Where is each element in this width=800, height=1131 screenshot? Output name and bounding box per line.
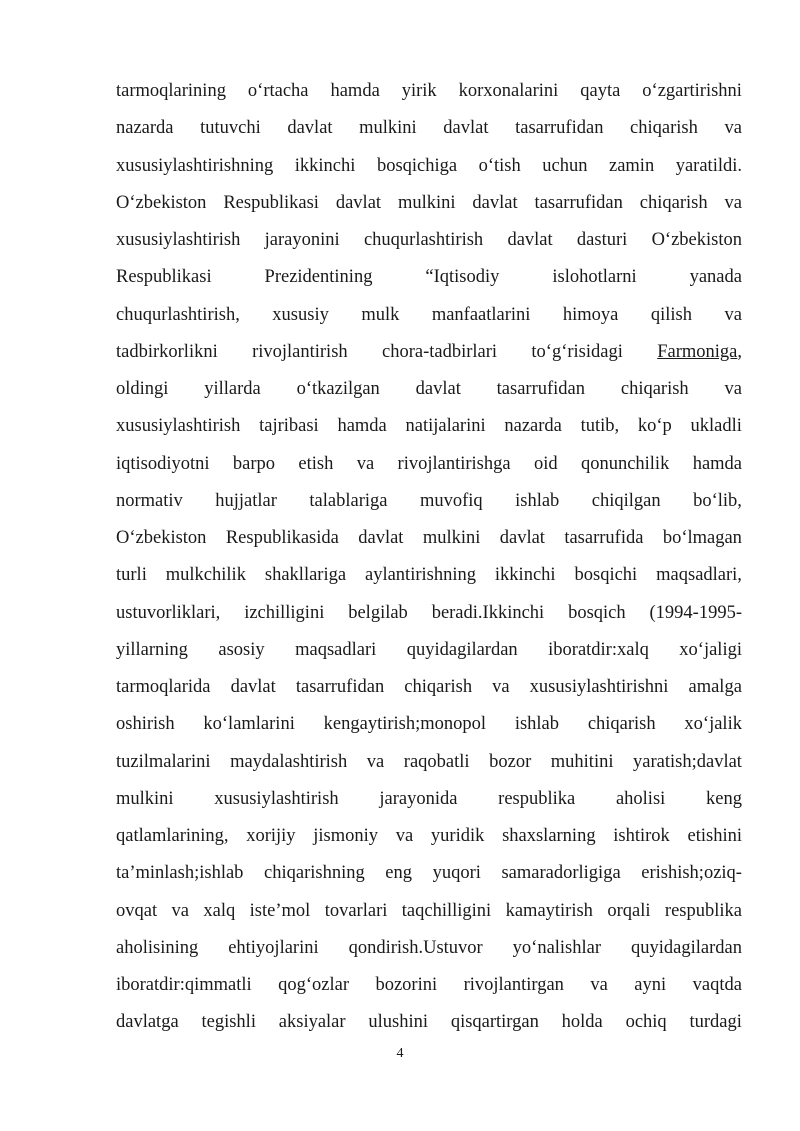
text-word: aylantirishning xyxy=(365,565,476,586)
text-line xyxy=(116,669,742,706)
text-word: rivojlantirishga xyxy=(397,453,511,474)
text-word: bozor xyxy=(489,751,532,772)
text-word: qilish xyxy=(650,304,692,325)
text-word: bozorini xyxy=(375,975,438,995)
text-word: ikkinchi xyxy=(294,155,356,176)
text-line xyxy=(116,855,742,892)
text-line xyxy=(116,371,742,408)
text-line xyxy=(116,781,742,818)
text-word: chiqilgan xyxy=(591,490,661,511)
text-word: ishlab xyxy=(514,714,560,735)
text-word: chiqarish xyxy=(404,677,473,697)
text-word: to‘g‘risidagi xyxy=(531,341,623,362)
text-word: maqsadlari, xyxy=(656,565,742,586)
text-word: ta’minlash;ishlab xyxy=(116,863,244,884)
text-word: mulkini xyxy=(397,192,456,213)
text-word: talablariga xyxy=(309,490,388,511)
text-word: xo‘jaligi xyxy=(679,639,742,660)
text-word: jarayonida xyxy=(379,788,458,809)
text-word: O‘zbekiston xyxy=(651,230,742,250)
text-word: o‘tish xyxy=(478,155,521,176)
text-word: qayta xyxy=(580,81,621,101)
text-word: hujjatlar xyxy=(215,490,277,511)
text-word: ishlab xyxy=(515,490,560,511)
text-word: va xyxy=(724,192,742,213)
text-word: normativ xyxy=(116,490,183,511)
text-word: o‘tkazilgan xyxy=(296,379,380,399)
text-word: tutuvchi xyxy=(200,118,261,139)
text-word: bo‘lib, xyxy=(693,490,742,511)
text-word: chiqarishning xyxy=(264,863,365,884)
text-line xyxy=(116,259,742,296)
text-word: maqsadlari xyxy=(295,639,377,660)
text-word: qisqartirgan xyxy=(450,1012,539,1033)
text-word: etishini xyxy=(687,826,742,846)
text-word: belgilab xyxy=(348,602,408,623)
text-line xyxy=(116,483,742,520)
text-word: shaxslarning xyxy=(502,826,596,846)
text-word: tasarrufidan xyxy=(496,379,586,399)
text-line xyxy=(116,595,742,632)
text-word: tasarrufidan xyxy=(515,118,604,139)
text-word: yirik xyxy=(401,81,437,101)
text-word: mulk xyxy=(361,304,400,325)
text-word: ovqat xyxy=(116,900,158,921)
text-word: xususiylashtirish xyxy=(116,230,241,250)
text-word: davlat xyxy=(415,379,461,399)
text-word: ko‘lamlarini xyxy=(203,714,295,735)
text-line xyxy=(116,222,742,259)
text-word: hamda xyxy=(337,416,387,437)
text-line xyxy=(116,744,742,781)
text-word: chiqarish xyxy=(639,192,708,213)
text-word: yo‘nalishlar xyxy=(512,937,602,958)
text-word: islohotlarni xyxy=(552,267,637,288)
text-word: bosqich xyxy=(568,602,626,623)
text-line xyxy=(116,297,742,334)
text-word: davlat xyxy=(472,192,518,213)
text-word: bosqichiga xyxy=(376,155,458,176)
text-word: yaratildi. xyxy=(675,155,742,176)
link-trailing-punctuation: , xyxy=(737,341,742,362)
text-word: quyidagilardan xyxy=(406,639,518,660)
text-word: keng xyxy=(706,788,742,809)
text-word: oid xyxy=(533,453,558,474)
text-line xyxy=(116,818,742,855)
text-word: davlatga xyxy=(116,1012,179,1033)
text-word: orqali xyxy=(607,900,651,921)
text-line xyxy=(116,930,742,967)
text-word: o‘rtacha xyxy=(247,81,309,101)
text-word: bo‘lmagan xyxy=(662,528,742,548)
text-word: tuzilmalarini xyxy=(116,751,211,772)
text-word: amalga xyxy=(688,677,742,697)
text-word: va xyxy=(171,900,189,921)
text-word: yuqori xyxy=(432,863,481,884)
text-word: “Iqtisodiy xyxy=(425,267,500,288)
text-word: ukladli xyxy=(690,416,742,437)
text-word: chuqurlashtirish, xyxy=(116,304,240,325)
text-word: va xyxy=(356,453,375,474)
text-line xyxy=(116,73,742,110)
text-word: iqtisodiyotni xyxy=(116,453,210,474)
text-word: nazarda xyxy=(504,416,562,437)
text-word: uchun xyxy=(542,155,588,176)
text-word: tarmoqlarining xyxy=(116,81,226,101)
text-word: Prezidentining xyxy=(264,267,373,288)
text-word: jismoniy xyxy=(313,826,379,846)
text-word: bosqichi xyxy=(574,565,638,586)
text-word: quyidagilardan xyxy=(630,937,742,958)
text-word: aksiyalar xyxy=(278,1012,346,1033)
page-number: 4 xyxy=(396,1046,404,1061)
text-word: eng xyxy=(385,863,413,884)
text-word: kengaytirish;monopol xyxy=(323,714,487,735)
text-word: xo‘jalik xyxy=(684,714,742,735)
text-word: mulkchilik xyxy=(165,565,246,586)
text-word: maydalashtirish xyxy=(230,751,348,772)
text-word: tarmoqlarida xyxy=(116,677,211,697)
text-word: xususiy xyxy=(272,304,329,325)
text-word: manfaatlarini xyxy=(431,304,531,325)
text-line xyxy=(116,706,742,743)
text-word: ayni xyxy=(634,975,667,995)
text-line xyxy=(116,893,742,930)
text-word: hamda xyxy=(330,81,380,101)
text-word: rivojlantirgan xyxy=(463,975,564,995)
text-word: aholisi xyxy=(615,788,666,809)
text-word: yanada xyxy=(689,267,742,288)
text-word: tajribasi xyxy=(259,416,319,437)
text-word: mulkini xyxy=(422,528,481,548)
text-word: yillarning xyxy=(116,639,188,660)
text-word: hamda xyxy=(692,453,742,474)
text-line xyxy=(116,967,742,1004)
text-word: iboratdir:qimmatli xyxy=(116,975,252,995)
text-word: va xyxy=(492,677,510,697)
text-word: xususiylashtirish xyxy=(214,788,339,809)
text-word: kamaytirish xyxy=(505,900,593,921)
text-word: raqobatli xyxy=(403,751,470,772)
text-word: iboratdir:xalq xyxy=(548,639,649,660)
text-word: ochiq xyxy=(625,1012,667,1033)
text-line xyxy=(116,557,742,594)
text-word: va xyxy=(724,379,742,399)
text-word: xususiylashtirish xyxy=(116,416,241,437)
text-word: dasturi xyxy=(576,230,628,250)
farmoniga-link[interactable]: Farmoniga xyxy=(657,341,738,362)
text-word: ishtirok xyxy=(613,826,670,846)
text-word: davlat xyxy=(287,118,333,139)
text-word: muhitini xyxy=(550,751,614,772)
text-word: holda xyxy=(561,1012,603,1033)
text-word: barpo xyxy=(232,453,276,474)
text-word: himoya xyxy=(562,304,619,325)
text-word: xorijiy xyxy=(246,826,296,846)
text-word: rivojlantirish xyxy=(252,341,348,362)
text-line xyxy=(116,334,742,371)
text-word: qog‘ozlar xyxy=(278,975,349,995)
text-line xyxy=(116,1004,742,1041)
text-word: beradi.Ikkinchi xyxy=(431,602,545,623)
text-line xyxy=(116,148,742,185)
text-word: zamin xyxy=(609,155,655,176)
text-word: (1994-1995- xyxy=(649,602,742,623)
text-word: oldingi xyxy=(116,379,169,399)
text-word: davlat xyxy=(443,118,489,139)
text-word: qatlamlarining, xyxy=(116,826,229,846)
text-word: asosiy xyxy=(218,639,265,660)
text-word: yillarda xyxy=(204,379,261,399)
text-word: va xyxy=(590,975,608,995)
text-word: yaratish;davlat xyxy=(633,751,742,772)
text-word: iste’mol xyxy=(249,900,311,921)
text-word: natijalarini xyxy=(405,416,486,437)
text-word: chiqarish xyxy=(620,379,689,399)
text-word: respublika xyxy=(498,788,576,809)
text-line xyxy=(116,110,742,147)
text-word: turdagi xyxy=(689,1012,742,1033)
text-word: Respublikasi xyxy=(116,267,212,288)
text-word: O‘zbekiston xyxy=(116,192,207,213)
text-word: tadbirkorlikni xyxy=(116,341,218,362)
text-word: va xyxy=(724,304,742,325)
text-word: davlat xyxy=(507,230,553,250)
text-word: chora-tadbirlari xyxy=(382,341,498,362)
text-word: chiqarish xyxy=(587,714,656,735)
text-word: nazarda xyxy=(116,118,174,139)
text-word: ulushini xyxy=(368,1012,428,1033)
text-word: samaradorligiga xyxy=(501,863,621,884)
text-word: ikkinchi xyxy=(494,565,556,586)
text-word: qondirish.Ustuvor xyxy=(348,937,483,958)
body-text xyxy=(116,73,742,1042)
text-word: xalq xyxy=(203,900,236,921)
text-word: davlat xyxy=(499,528,545,548)
text-word: vaqtda xyxy=(692,975,742,995)
text-word: Respublikasida xyxy=(225,528,339,548)
text-word: tasarrufidan xyxy=(534,192,623,213)
text-word: va xyxy=(366,751,385,772)
text-word: va xyxy=(395,826,414,846)
text-line xyxy=(116,520,742,557)
text-word: ustuvorliklari, xyxy=(116,602,221,623)
text-word: tutib, xyxy=(580,416,620,437)
text-word: tovarlari xyxy=(324,900,388,921)
text-word: O‘zbekiston xyxy=(116,528,207,548)
text-word: yuridik xyxy=(430,826,485,846)
text-word: tasarrufida xyxy=(564,528,644,548)
text-word: davlat xyxy=(358,528,404,548)
text-word: oshirish xyxy=(116,714,175,735)
text-word: izchilligini xyxy=(244,602,325,623)
text-word: shakllariga xyxy=(264,565,347,586)
text-line xyxy=(116,632,742,669)
text-line xyxy=(116,446,742,483)
text-word: mulkini xyxy=(116,788,174,809)
text-word: turli xyxy=(116,565,147,586)
text-word: ehtiyojlarini xyxy=(228,937,319,958)
text-word: aholisining xyxy=(116,937,199,958)
text-word: korxonalarini xyxy=(458,81,559,101)
text-word: taqchilligini xyxy=(401,900,492,921)
text-word: xususiylashtirishni xyxy=(529,677,669,697)
text-word: chuqurlashtirish xyxy=(363,230,484,250)
text-word: ko‘p xyxy=(637,416,672,437)
text-word: respublika xyxy=(664,900,742,921)
text-word: erishish;oziq- xyxy=(641,863,742,884)
text-word: davlat xyxy=(230,677,276,697)
text-word: tasarrufidan xyxy=(295,677,385,697)
text-word: Respublikasi xyxy=(223,192,319,213)
text-word: qonunchilik xyxy=(580,453,670,474)
text-word: va xyxy=(724,118,742,139)
text-word: mulkini xyxy=(359,118,417,139)
text-word: o‘zgartirishni xyxy=(642,81,742,101)
text-line xyxy=(116,408,742,445)
text-word: muvofiq xyxy=(419,490,483,511)
text-word: jarayonini xyxy=(264,230,340,250)
text-word: chiqarish xyxy=(630,118,698,139)
farmon-link-wrapper xyxy=(657,334,742,371)
text-word: tegishli xyxy=(201,1012,256,1033)
text-word: davlat xyxy=(335,192,382,213)
text-line xyxy=(116,185,742,222)
text-word: xususiylashtirishning xyxy=(116,155,274,176)
text-word: etish xyxy=(298,453,334,474)
